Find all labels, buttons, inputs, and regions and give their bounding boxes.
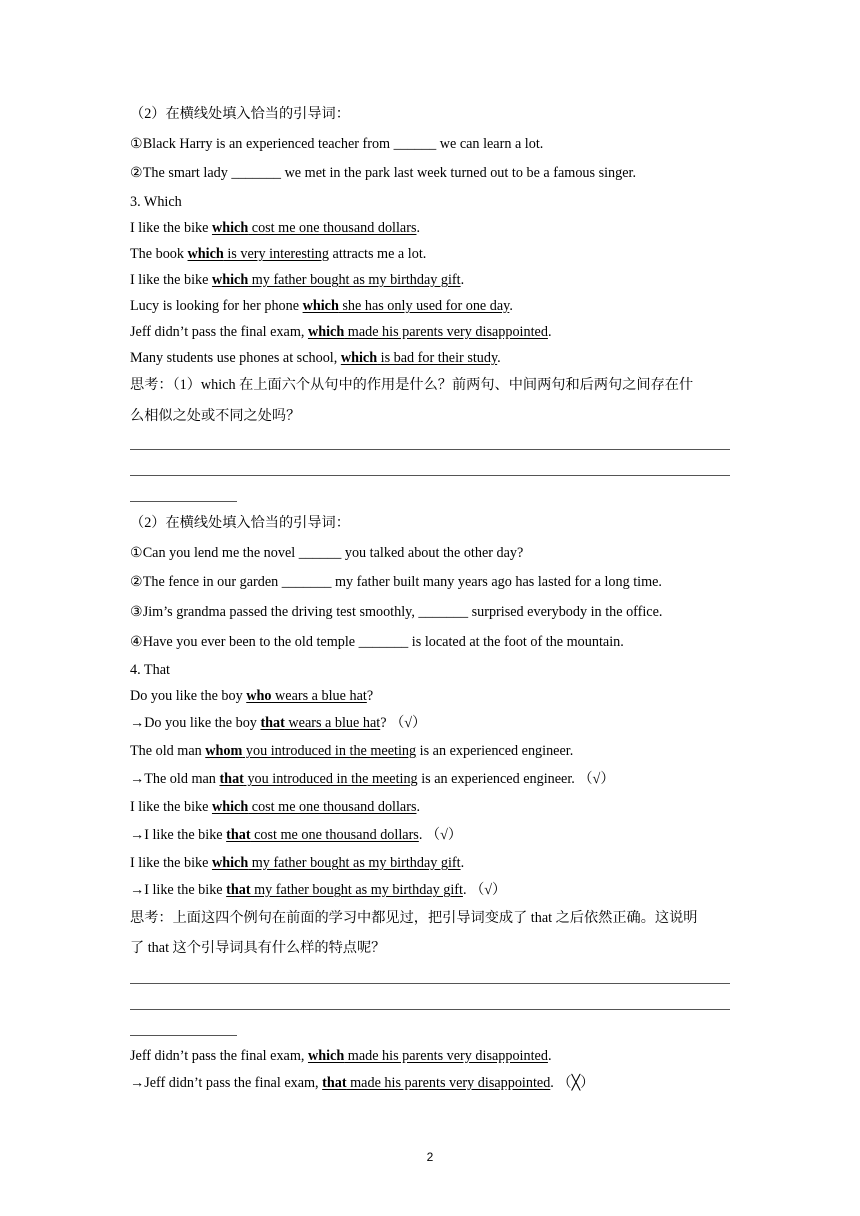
question-2: ②The smart lady _______ we met in the park last week turned out to be a famous singer. (130, 165, 637, 181)
relative-pronoun: that (322, 1075, 347, 1091)
page-number: 2 (426, 1150, 434, 1164)
thinking-question-continued: 了 that 这个引导词具有什么样的特点呢？ (130, 940, 386, 956)
rewritten-sentence: →Do you like the boy that wears a blue hat? （√） (130, 715, 427, 731)
rewritten-sentence: →Jeff didn’t pass the final exam, that made his parents very disappointed. （╳） (130, 1075, 595, 1091)
relative-pronoun: which (187, 246, 224, 262)
example-sentence: The old man whom you introduced in the meeting is an experienced engineer. (130, 743, 574, 759)
example-sentence: Jeff didn’t pass the final exam, which made his parents very disappointed. (130, 1048, 552, 1064)
rewritten-sentence: →I like the bike that cost me one thousand dollars. （√） (130, 827, 463, 843)
answer-line (130, 475, 730, 476)
relative-pronoun: which (211, 799, 249, 815)
example-sentence: Do you like the boy who wears a blue hat? (130, 688, 374, 704)
question-3: ③Jim’s grandma passed the driving test smoothly, _______ surprised everybody in the office. (130, 604, 663, 620)
answer-line (130, 1035, 237, 1036)
example-sentence: Jeff didn’t pass the final exam, which made his parents very disappointed. (130, 324, 552, 340)
relative-pronoun: which (302, 298, 339, 314)
thinking-question: 思考：（1）which 在上面六个从句中的作用是什么？前两句、中间两句和后两句之间存在什 (130, 377, 694, 393)
question-1: ①Black Harry is an experienced teacher from ______ we can learn a lot. (130, 136, 544, 152)
relative-pronoun: who (246, 688, 272, 704)
answer-line (130, 449, 730, 450)
relative-pronoun: which (307, 324, 345, 340)
rewritten-sentence: →The old man that you introduced in the meeting is an experienced engineer. （√） (130, 771, 615, 787)
relative-pronoun: whom (205, 743, 243, 759)
example-sentence: I like the bike which my father bought as my birthday gift. (130, 272, 465, 288)
relative-pronoun: which (211, 272, 249, 288)
question-2: ②The fence in our garden _______ my father built many years ago has lasted for a long time. (130, 574, 662, 590)
relative-pronoun: that (226, 882, 251, 898)
example-sentence: I like the bike which cost me one thousand dollars. (130, 799, 421, 815)
section-heading-which: 3. Which (130, 194, 182, 210)
question-4: ④Have you ever been to the old temple _______ is located at the foot of the mountain. (130, 634, 624, 650)
fill-in-prompt: （2）在横线处填入恰当的引导词： (130, 515, 350, 531)
answer-line (130, 983, 730, 984)
answer-line (130, 1009, 730, 1010)
relative-pronoun: which (340, 350, 378, 366)
question-1: ①Can you lend me the novel ______ you talked about the other day? (130, 545, 524, 561)
example-sentence: The book which is very interesting attracts me a lot. (130, 246, 427, 262)
relative-pronoun: that (219, 771, 244, 787)
answer-line (130, 501, 237, 502)
example-sentence: I like the bike which my father bought as my birthday gift. (130, 855, 465, 871)
thinking-question: 思考：上面这四个例句在前面的学习中都见过，把引导词变成了 that 之后依然正确。这说明 (130, 910, 698, 926)
relative-pronoun: that (226, 827, 251, 843)
section-heading-that: 4. That (130, 662, 170, 678)
rewritten-sentence: →I like the bike that my father bought as my birthday gift. （√） (130, 882, 507, 898)
relative-pronoun: which (211, 220, 249, 236)
relative-pronoun: which (211, 855, 249, 871)
fill-in-prompt: （2）在横线处填入恰当的引导词： (130, 106, 350, 122)
example-sentence: Lucy is looking for her phone which she has only used for one day. (130, 298, 513, 314)
example-sentence: Many students use phones at school, which is bad for their study. (130, 350, 501, 366)
relative-pronoun: which (307, 1048, 345, 1064)
relative-pronoun: that (260, 715, 285, 731)
thinking-question-continued: 么相似之处或不同之处吗？ (130, 408, 301, 424)
example-sentence: I like the bike which cost me one thousand dollars. (130, 220, 421, 236)
